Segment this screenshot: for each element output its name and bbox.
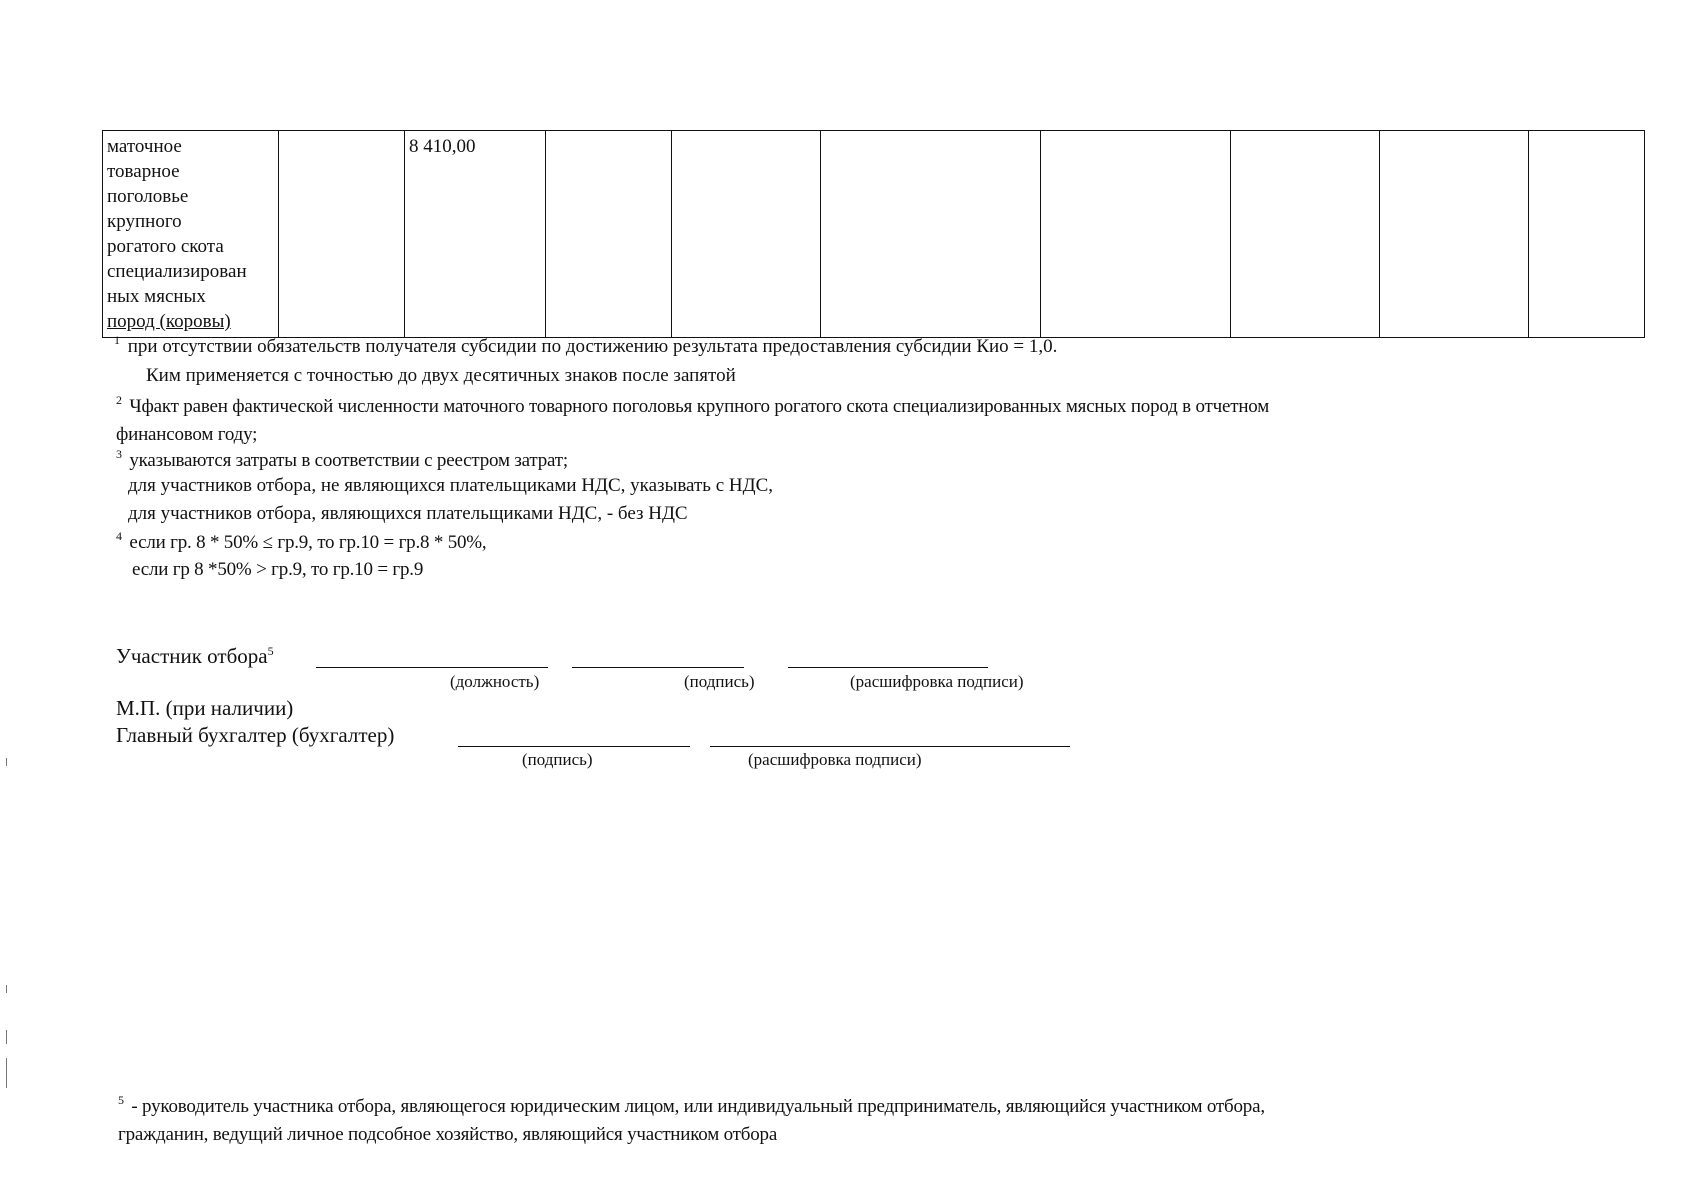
decryption-caption: (расшифровка подписи) — [850, 672, 1024, 691]
stamp-label: М.П. (при наличии) — [116, 696, 294, 720]
decryption-line — [788, 667, 988, 668]
note-mark: 2 — [116, 393, 122, 407]
table-cell — [1231, 131, 1380, 338]
row-label-line: ных мясных — [107, 286, 206, 307]
table-row — [103, 131, 1645, 338]
note-mark: 3 — [116, 447, 122, 461]
scan-mark — [6, 758, 7, 766]
accountant-signature-line — [458, 746, 690, 747]
value-cell: 8 410,00 — [405, 131, 546, 338]
footnote-mark: 5 — [118, 1093, 124, 1107]
accountant-label: Главный бухгалтер (бухгалтер) — [116, 723, 395, 747]
signature-caption: (подпись) — [684, 672, 755, 691]
table-cell — [821, 131, 1041, 338]
table-cell — [279, 131, 405, 338]
signature-line — [572, 667, 744, 668]
note-2 — [116, 393, 1270, 418]
row-label-line: поголовье — [107, 186, 189, 207]
scan-mark — [6, 985, 7, 993]
row-label-line: маточное — [107, 136, 182, 157]
footnote-text: - руководитель участника отбора, являющегося юридическим лицом, или индивидуальный предприниматель, являющийся участником отбора, — [131, 1096, 1265, 1117]
row-label-line: крупного — [107, 211, 182, 232]
row-label-cell — [103, 131, 279, 338]
scan-mark — [6, 1058, 7, 1088]
table-cell — [1380, 131, 1529, 338]
note-2-line-2: финансовом году; — [116, 424, 258, 445]
data-table — [102, 130, 1645, 338]
row-label-line: пород (коровы) — [107, 311, 231, 332]
note-text: указываются затраты в соответствии с реестром затрат; — [129, 450, 568, 471]
note-3-line-3: для участников отбора, являющихся плательщиками НДС, - без НДС — [128, 503, 688, 524]
footnote-5-line-2: гражданин, ведущий личное подсобное хозяйство, являющийся участником отбора — [118, 1124, 778, 1145]
note-1 — [114, 333, 1058, 358]
note-text: при отсутствии обязательств получателя субсидии по достижению результата предоставления субсидии Кио = 1,0. — [127, 336, 1058, 357]
position-line — [316, 667, 548, 668]
note-text: Чфакт равен фактической численности маточного товарного поголовья крупного рогатого скота специализированных мясных пород в отчетном — [129, 396, 1270, 417]
accountant-decryption-caption: (расшифровка подписи) — [748, 750, 922, 769]
note-4 — [116, 529, 487, 554]
position-caption: (должность) — [450, 672, 540, 691]
row-label-line: рогатого скота — [107, 236, 224, 257]
table-cell — [546, 131, 672, 338]
row-label-line: специализирован — [107, 261, 247, 282]
table-cell — [1529, 131, 1645, 338]
participant-label — [116, 644, 277, 669]
table-cell — [672, 131, 821, 338]
participant-mark: 5 — [267, 644, 274, 658]
note-mark: 4 — [116, 529, 122, 543]
row-label-line: товарное — [107, 161, 180, 182]
note-4-line-2: если гр 8 *50% > гр.9, то гр.10 = гр.9 — [132, 559, 424, 580]
accountant-signature-caption: (подпись) — [522, 750, 593, 769]
footnote-5 — [118, 1093, 1265, 1118]
note-text: если гр. 8 * 50% ≤ гр.9, то гр.10 = гр.8 * 50%, — [129, 532, 487, 553]
scan-mark — [6, 1030, 7, 1044]
note-1-line-2: Ким применяется с точностью до двух десятичных знаков после запятой — [146, 365, 736, 386]
accountant-decryption-line — [710, 746, 1070, 747]
table-cell — [1041, 131, 1231, 338]
note-3 — [116, 447, 568, 472]
note-3-line-2: для участников отбора, не являющихся плательщиками НДС, указывать с НДС, — [128, 475, 773, 496]
note-mark: 1 — [114, 333, 120, 347]
participant-label-text: Участник отбора — [116, 644, 268, 668]
